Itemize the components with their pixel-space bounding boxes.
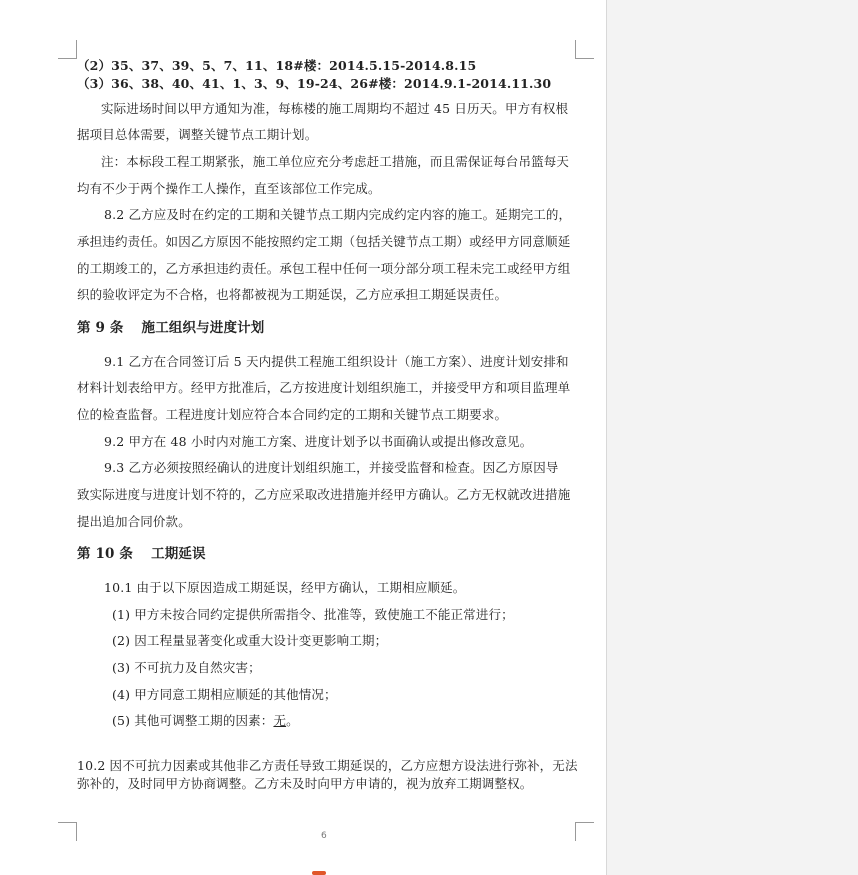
- text-line: （3）36、38、40、41、1、3、9、19-24、26#楼：2014.9.1-2014.11.30: [77, 76, 552, 91]
- text-line: 据项目总体需要，调整关键节点工期计划。: [77, 127, 318, 142]
- scroll-indicator: [312, 871, 326, 875]
- crop-mark-bottom-right: [575, 822, 594, 841]
- text-line: 10.1 由于以下原因造成工期延误，经甲方确认，工期相应顺延。: [104, 580, 466, 595]
- article-9-number: 第 9 条: [77, 320, 124, 336]
- crop-mark-bottom-left: [58, 822, 77, 841]
- text-line: (2) 因工程量显著变化或重大设计变更影响工期；: [112, 633, 388, 648]
- text-line: 位的检查监督。工程进度计划应符合本合同约定的工期和关键节点工期要求。: [77, 407, 508, 422]
- text-line: (3) 不可抗力及自然灾害；: [112, 660, 261, 675]
- article-10-title: 工期延误: [151, 546, 206, 562]
- text-line: 织的验收评定为不合格，也将都被视为工期延误，乙方应承担工期延误责任。: [77, 287, 508, 302]
- text-line: 9.1 乙方在合同签订后 5 天内提供工程施工组织设计（施工方案）、进度计划安排和: [104, 354, 569, 369]
- list-item-5-suffix: 。: [286, 713, 299, 728]
- text-line: 提出追加合同价款。: [77, 514, 191, 529]
- article-9-title: 施工组织与进度计划: [141, 320, 265, 336]
- list-item-5-value: 无: [273, 713, 287, 728]
- text-line: 的工期竣工的，乙方承担违约责任。承包工程中任何一项分部分项工程未完工或经甲方组: [77, 261, 571, 276]
- text-line: 8.2 乙方应及时在约定的工期和关键节点工期内完成约定内容的施工。延期完工的，: [104, 207, 572, 222]
- article-9-heading: [77, 320, 264, 336]
- text-line: 均有不少于两个操作工人操作，直至该部位工作完成。: [77, 181, 381, 196]
- text-line: 实际进场时间以甲方通知为准，每栋楼的施工周期均不超过 45 日历天。甲方有权根: [101, 101, 569, 116]
- text-line: 承担违约责任。如因乙方原因不能按照约定工期（包括关键节点工期）或经甲方同意顺延: [77, 234, 571, 249]
- page-number: 6: [321, 831, 327, 841]
- text-line: (1) 甲方未按合同约定提供所需指令、批准等，致使施工不能正常进行；: [112, 607, 514, 622]
- text-line: 注：本标段工程工期紧张，施工单位应充分考虑赶工措施，而且需保证每台吊篮每天: [101, 154, 570, 169]
- list-item-5: [112, 713, 299, 729]
- list-item-5-label: (5) 其他可调整工期的因素：: [112, 713, 274, 728]
- text-line: （2）35、37、39、5、7、11、18#楼：2014.5.15-2014.8.15: [77, 58, 477, 73]
- text-line: 致实际进度与进度计划不符的，乙方应采取改进措施并经甲方确认。乙方无权就改进措施: [77, 487, 571, 502]
- text-line: (4) 甲方同意工期相应顺延的其他情况；: [112, 687, 337, 702]
- crop-mark-top-right: [575, 40, 594, 59]
- article-10-heading: [77, 546, 206, 562]
- article-10-number: 第 10 条: [77, 546, 134, 562]
- text-line: 10.2 因不可抗力因素或其他非乙方责任导致工期延误的，乙方应想方设法进行弥补，无法: [77, 758, 578, 773]
- text-line: 9.3 乙方必须按照经确认的进度计划组织施工，并接受监督和检查。因乙方原因导: [104, 460, 559, 475]
- text-line: 9.2 甲方在 48 小时内对施工方案、进度计划予以书面确认或提出修改意见。: [104, 434, 533, 449]
- text-line: 材料计划表给甲方。经甲方批准后，乙方按进度计划组织施工，并接受甲方和项目监理单: [77, 380, 571, 395]
- crop-mark-top-left: [58, 40, 77, 59]
- text-line: 弥补的，及时同甲方协商调整。乙方未及时向甲方申请的，视为放弃工期调整权。: [77, 776, 533, 791]
